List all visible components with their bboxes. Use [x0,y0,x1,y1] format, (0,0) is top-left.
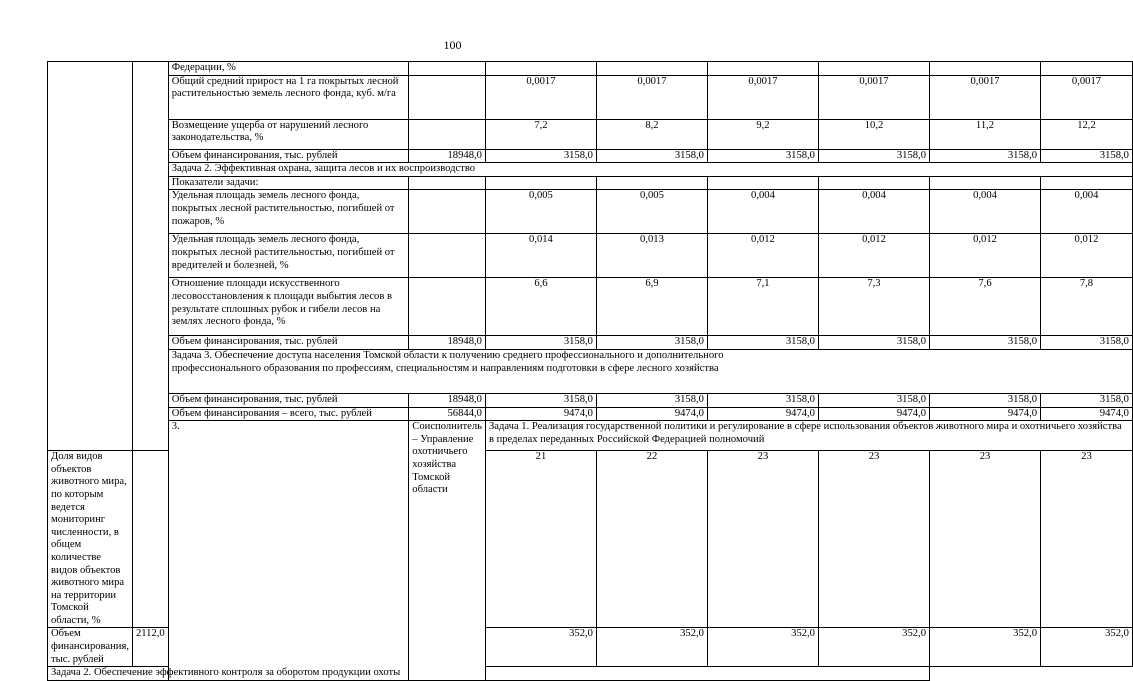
funding-value: 3158,0 [930,336,1041,350]
table-row [48,149,1133,163]
indicator-value: 0,012 [1041,234,1133,278]
funding-value: 3158,0 [707,336,818,350]
funding-value: 3158,0 [485,393,596,407]
indicator-value: 6,9 [596,278,707,336]
indicator-value: 11,2 [930,119,1041,149]
funding-value: 9474,0 [930,407,1041,421]
table-row [48,278,1133,336]
funding-value: 352,0 [930,628,1041,667]
funding-value: 9474,0 [596,407,707,421]
indicator-value: 0,0017 [1041,75,1133,119]
indicator-value: 23 [930,451,1041,628]
funding-label: Объем финансирования, тыс. рублей [168,393,409,407]
funding-value: 9474,0 [707,407,818,421]
table-row [48,62,1133,76]
table-row [48,407,1133,421]
funding-total-label: Объем финансирования – всего, тыс. рублей [168,407,409,421]
indicator-name: Возмещение ущерба от нарушений лесного законодательства, % [168,119,409,149]
indicators-heading: Показатели задачи: [168,176,409,190]
indicator-value: 0,004 [1041,190,1133,234]
page-number: 100 [443,38,462,52]
task-heading: Задача 2. Эффективная охрана, защита лесов и их воспроизводство [168,163,1132,177]
table-row [48,667,1133,681]
table-row [48,349,1133,393]
funding-value: 9474,0 [485,407,596,421]
section-number: 3. [168,421,409,681]
funding-total: 18948,0 [409,336,486,350]
table-row [48,234,1133,278]
funding-label: Объем финансирования, тыс. рублей [168,336,409,350]
executor-cell [132,62,168,451]
funding-value: 3158,0 [930,393,1041,407]
funding-value: 352,0 [596,628,707,667]
funding-total: 18948,0 [409,393,486,407]
funding-value: 3158,0 [707,149,818,163]
indicator-value: 0,004 [818,190,929,234]
funding-value: 3158,0 [1041,393,1133,407]
indicator-value: 0,0017 [930,75,1041,119]
funding-value: 3158,0 [596,393,707,407]
indicator-value: 0,012 [930,234,1041,278]
task-heading [168,349,1132,393]
co-executor: Соисполнитель – Управление охотничьего хозяйства Томской области [409,421,486,681]
indicator-value: 0,0017 [818,75,929,119]
funding-value: 352,0 [818,628,929,667]
indicator-name: Удельная площадь земель лесного фонда, покрытых лесной растительностью, погибшей от вредителей и болезней, % [168,234,409,278]
table-row [48,336,1133,350]
funding-value: 3158,0 [1041,336,1133,350]
indicator-value: 7,3 [818,278,929,336]
indicator-value: 9,2 [707,119,818,149]
task-heading: Задача 2. Обеспечение эффективного контроля за оборотом продукции охоты [48,667,930,681]
indicator-value: 0,0017 [485,75,596,119]
indicator-name: Отношение площади искусственного лесовосстановления к площади выбытия лесов в результате сплошных рубок и гибели лесов на землях лесного фонда, % [168,278,409,336]
indicator-value: 8,2 [596,119,707,149]
indicator-value: 7,2 [485,119,596,149]
indicator-value: 0,004 [930,190,1041,234]
indicator-value: 0,013 [596,234,707,278]
number-cell [48,62,133,451]
indicator-value: 23 [707,451,818,628]
table-row [48,421,1133,451]
funding-value: 3158,0 [485,336,596,350]
funding-value: 3158,0 [596,149,707,163]
task-text: Задача 1. Реализация государственной политики и регулирование в сфере использования объектов животного мира и охотничьего хозяйства в пределах переданных Российской Федерацией полномочий [488,421,1122,445]
indicator-value: 0,012 [707,234,818,278]
table-row [48,75,1133,119]
indicator-name: Доля видов объектов животного мира, по которым ведется мониторинг численности, в общем количестве видов объектов животного мира на территории Томской области, % [48,451,133,628]
funding-value: 352,0 [707,628,818,667]
indicator-name: Общий средний прирост на 1 га покрытых лесной растительностью земель лесного фонда, куб. м/га [168,75,409,119]
indicator-value: 23 [1041,451,1133,628]
funding-label: Объем финансирования, тыс. рублей [48,628,133,667]
funding-value: 3158,0 [930,149,1041,163]
indicator-value: 21 [485,451,596,628]
indicator-name: Федерации, % [168,62,409,76]
funding-total: 56844,0 [409,407,486,421]
task-heading [485,421,1132,451]
funding-total: 2112,0 [132,628,168,667]
indicator-value: 7,6 [930,278,1041,336]
funding-value: 3158,0 [485,149,596,163]
indicator-value: 0,004 [707,190,818,234]
funding-value: 3158,0 [818,393,929,407]
indicator-value: 23 [818,451,929,628]
funding-value: 352,0 [485,628,596,667]
indicator-value: 0,005 [596,190,707,234]
indicator-value: 12,2 [1041,119,1133,149]
funding-value: 9474,0 [1041,407,1133,421]
indicator-value: 0,014 [485,234,596,278]
funding-value: 3158,0 [1041,149,1133,163]
funding-label: Объем финансирования, тыс. рублей [168,149,409,163]
indicator-value: 22 [596,451,707,628]
funding-value: 3158,0 [818,149,929,163]
indicator-value: 0,005 [485,190,596,234]
funding-value: 3158,0 [596,336,707,350]
table-row [48,393,1133,407]
indicator-value: 7,8 [1041,278,1133,336]
table-row [48,176,1133,190]
indicator-value: 0,012 [818,234,929,278]
table-row [48,119,1133,149]
table-row [48,190,1133,234]
funding-value: 352,0 [1041,628,1133,667]
funding-value: 3158,0 [818,336,929,350]
indicator-value: 6,6 [485,278,596,336]
task-text: Задача 3. Обеспечение доступа населения Томской области к получению среднего профессионального и дополнительного профессионального образования по профессиям, специальностям и направлениям подготовки в сфере лесного хозяйства [171,349,724,374]
table-row [48,163,1133,177]
funding-value: 3158,0 [707,393,818,407]
funding-total: 18948,0 [409,149,486,163]
program-table [47,61,1133,681]
indicator-value: 7,1 [707,278,818,336]
indicator-value: 10,2 [818,119,929,149]
indicator-value: 0,0017 [596,75,707,119]
indicator-name: Удельная площадь земель лесного фонда, покрытых лесной растительностью, погибшей от пожаров, % [168,190,409,234]
funding-value: 9474,0 [818,407,929,421]
indicator-value: 0,0017 [707,75,818,119]
